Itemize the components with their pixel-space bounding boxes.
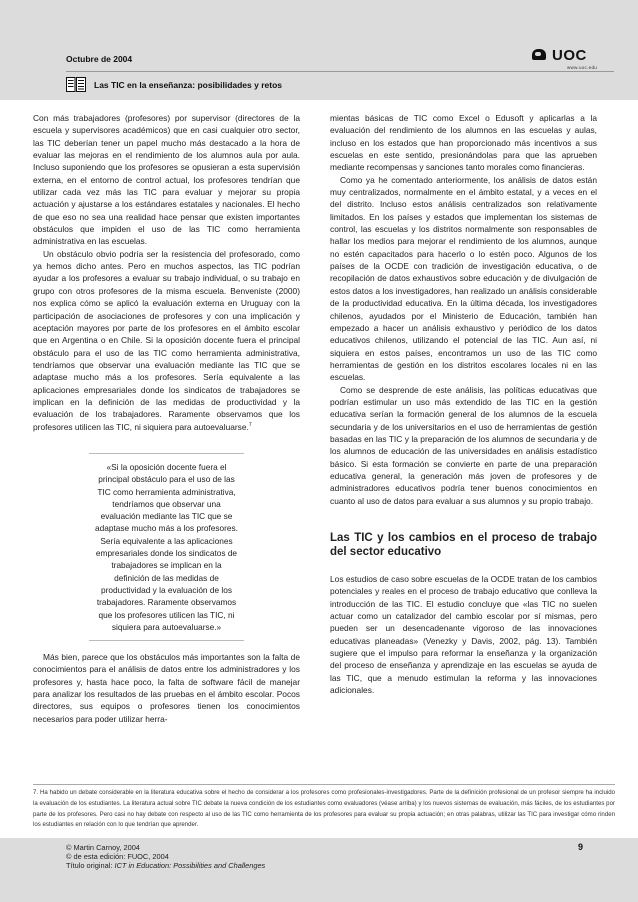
footnote-ref: 7 (248, 421, 252, 428)
footnote: 7. Ha habido un debate considerable en la literatura educativa sobre el hecho de considerar a los profesores como profesionales-investigadores. Parte de la definición profesional de un profesor siempre ha incluido la evaluación de los estudiantes. La literatura actual sobre TIC debate la nueva condición de los estudiantes como evaluadores (véase arriba) y los nuevos sistemas de evaluación, más fáciles, de los estudiantes por parte de los profesores. Pero casi no hay debate con respecto al uso de las TIC como herramienta de los profesores para evaluar su propia actuación; en otras palabras, utilizar las TIC para investigar cómo rinden los estudiantes en relación con lo que tendrían que aprender. (33, 789, 615, 829)
section-heading: Las TIC y los cambios en el proceso de trabajo del sector educativo (330, 532, 597, 558)
paragraph: mientas básicas de TIC como Excel o Edusoft y aplicarlas a la evaluación del rendimiento de los alumnos en las escuelas y aulas, incluso en los estados que han proporcionado más incentivos a sus escuelas en este sentido, presionándolas para que las aprueben mediante recompensas y sanciones tanto morales como financieras. (330, 113, 597, 173)
header-date: Octubre de 2004 (66, 54, 133, 64)
header-title: Las TIC en la enseñanza: posibilidades y retos (94, 80, 283, 90)
left-column (33, 112, 300, 725)
page-number: 9 (578, 842, 584, 852)
pull-quote (89, 453, 244, 641)
paragraph: Como ya he comentado anteriormente, los análisis de datos están muy centralizados, normalmente en el ámbito estatal, y a veces en el del distrito. Incluso estos análisis centralizados son relativamente limitados. En los países y estados que implementan los sistemas de control, las escuelas y los distritos normalmente son responsables de hallar los medios para mejorar el rendimiento de los alumnos, aunque no estén capacitados para hacerlo o lo estén poco. Algunos de los países de la OCDE con tradición de investigación educativa, o de recopilación de datos exhaustivos sobre educación y de divulgación de estos datos a los investigadores, han realizado un análisis considerable de la productividad educativa. En la última década, los investigadores chilenos, ayudados por el Ministerio de Educación, también han empezado a hacer un análisis exhaustivo y periódico de los datos educativos chilenos, utilizando el potencial de las TIC. Aun así, ni siquiera en estos países, encontramos un uso de las TIC como herramientas de gestión en los distritos escolares locales ni en las escuelas. (330, 174, 597, 383)
uoc-logo-url: www.uoc.edu (567, 65, 598, 70)
footer-copyright-author: © Martin Carnoy, 2004 (66, 843, 140, 852)
paragraph: Como se desprende de este análisis, las políticas educativas que podrían estimular un uso más extendido de las TIC en la gestión educativa serían la formación general de los alumnos de la escuela secundaria y de los universitarios en el uso de herramientas de gestión basadas en las TIC y la preparación de los alumnos de secundaria y de los alumnos de educación de las universidades en análisis estadístico básico. Si esta formación se convierte en parte de una preparación educativa general, la generación más joven de profesores y de administradores educativos podría tener buenos conocimientos en cuanto al uso de datos para evaluar a sus alumnos y su propio trabajo. (330, 384, 597, 506)
paragraph: Con más trabajadores (profesores) por supervisor (directores de la escuela y supervisores académicos) que en casi cualquier otro sector, las TIC deberían tener un papel mucho más destacado a la hora de evaluar las mejoras en el rendimiento de los alumnos aula por aula. Incluso suponiendo que los profesores se opusieran a esta supervisión externa, en el entorno de control actual, los profesores tendrían que utilizar cada vez más las TIC para evaluar y mejorar su propia actuación y ajustarse a los estándares estatales y nacionales. El hecho de que eso no sea una realidad hace pensar que existen importantes obstáculos que impiden el uso de las TIC como herramienta administrativa en las escuelas. (33, 113, 300, 247)
paragraph-text: Un obstáculo obvio podría ser la resistencia del profesorado, como ya hemos dicho antes. Pero en muchos aspectos, las TIC podrían ayudar a los profesores a evaluar su trabajo individual, o su trabajo en grupo con otros profesores de la misma escuela. Benveniste (2000) nos explica cómo se aplicó la evaluación externa en Uruguay con la participación de asociaciones de profesores y con una implicación y aceptación mayores por parte de los profesores en el ámbito escolar que en Argentina o en Chile. Si la oposición docente fuera el principal obstáculo para el uso de las TIC como herramienta administrativa, tendríamos que observar una evaluación mediante las TIC que se adaptase mucho más a los profesores. Sería equivalente a las aplicaciones empresariales donde los sindicatos de trabajadores se implican en la definición de las medidas de productividad y la evaluación de los trabajadores. Raramente observamos que los profesores utilicen las TIC, ni siquiera para autoevaluarse. (33, 248, 300, 432)
pull-quote-text: «Si la oposición docente fuera el principal obstáculo para el uso de las TIC como herramienta administrativa, tendríamos que observar una evaluación mediante las TIC que se adaptase mucho más a los profesores. Sería equivalente a las aplicaciones empresariales donde los sindicatos de trabajadores se implican en la definición de las medidas de productividad y la evaluación de los trabajadores. Raramente observamos que los profesores utilicen las TIC, ni siquiera para autoevaluarse.» (95, 461, 238, 632)
footer-original-title-label: Título original: (66, 861, 115, 870)
footer-original-title (66, 861, 265, 870)
paragraph (33, 248, 300, 433)
footer-original-title-value: ICT in Education: Possibilities and Challenges (114, 861, 266, 870)
paragraph: Los estudios de caso sobre escuelas de la OCDE tratan de los cambios potenciales y reales en el proceso de trabajo educativo que conlleva la introducción de las TIC. El estudio concluye que «las TIC no suelen actuar como un catalizador del cambio escolar por sí mismas, pero pueden ser un desencadenante vigoroso de las innovaciones educativas planeadas» (Venezky y Davis, 2002, pág. 13). También sugiere que el impulso para reformar la enseñanza y la organización del proceso de enseñanza y aprendizaje en las escuelas se ayuda de las TIC, que a menudo estimulan la reforma y las innovaciones adicionales. (330, 574, 597, 696)
footnote-divider (33, 784, 615, 785)
document-icon (66, 77, 86, 92)
uoc-logo-mark-icon (532, 49, 546, 60)
right-column (330, 112, 597, 696)
uoc-logo-text: UOC (552, 47, 587, 64)
paragraph: Más bien, parece que los obstáculos más importantes son la falta de conocimientos para el análisis de datos entre los administradores y los profesores y, hasta hace poco, la falta de software fácil de manejar para analizar los resultados de las pruebas en el ámbito escolar. Pocos directores, sus equipos o profesores tienen los conocimientos necesarios para poder utilizar herra- (33, 652, 300, 724)
footer-copyright-edition: © de esta edición: FUOC, 2004 (66, 852, 169, 861)
header-divider (66, 71, 614, 72)
